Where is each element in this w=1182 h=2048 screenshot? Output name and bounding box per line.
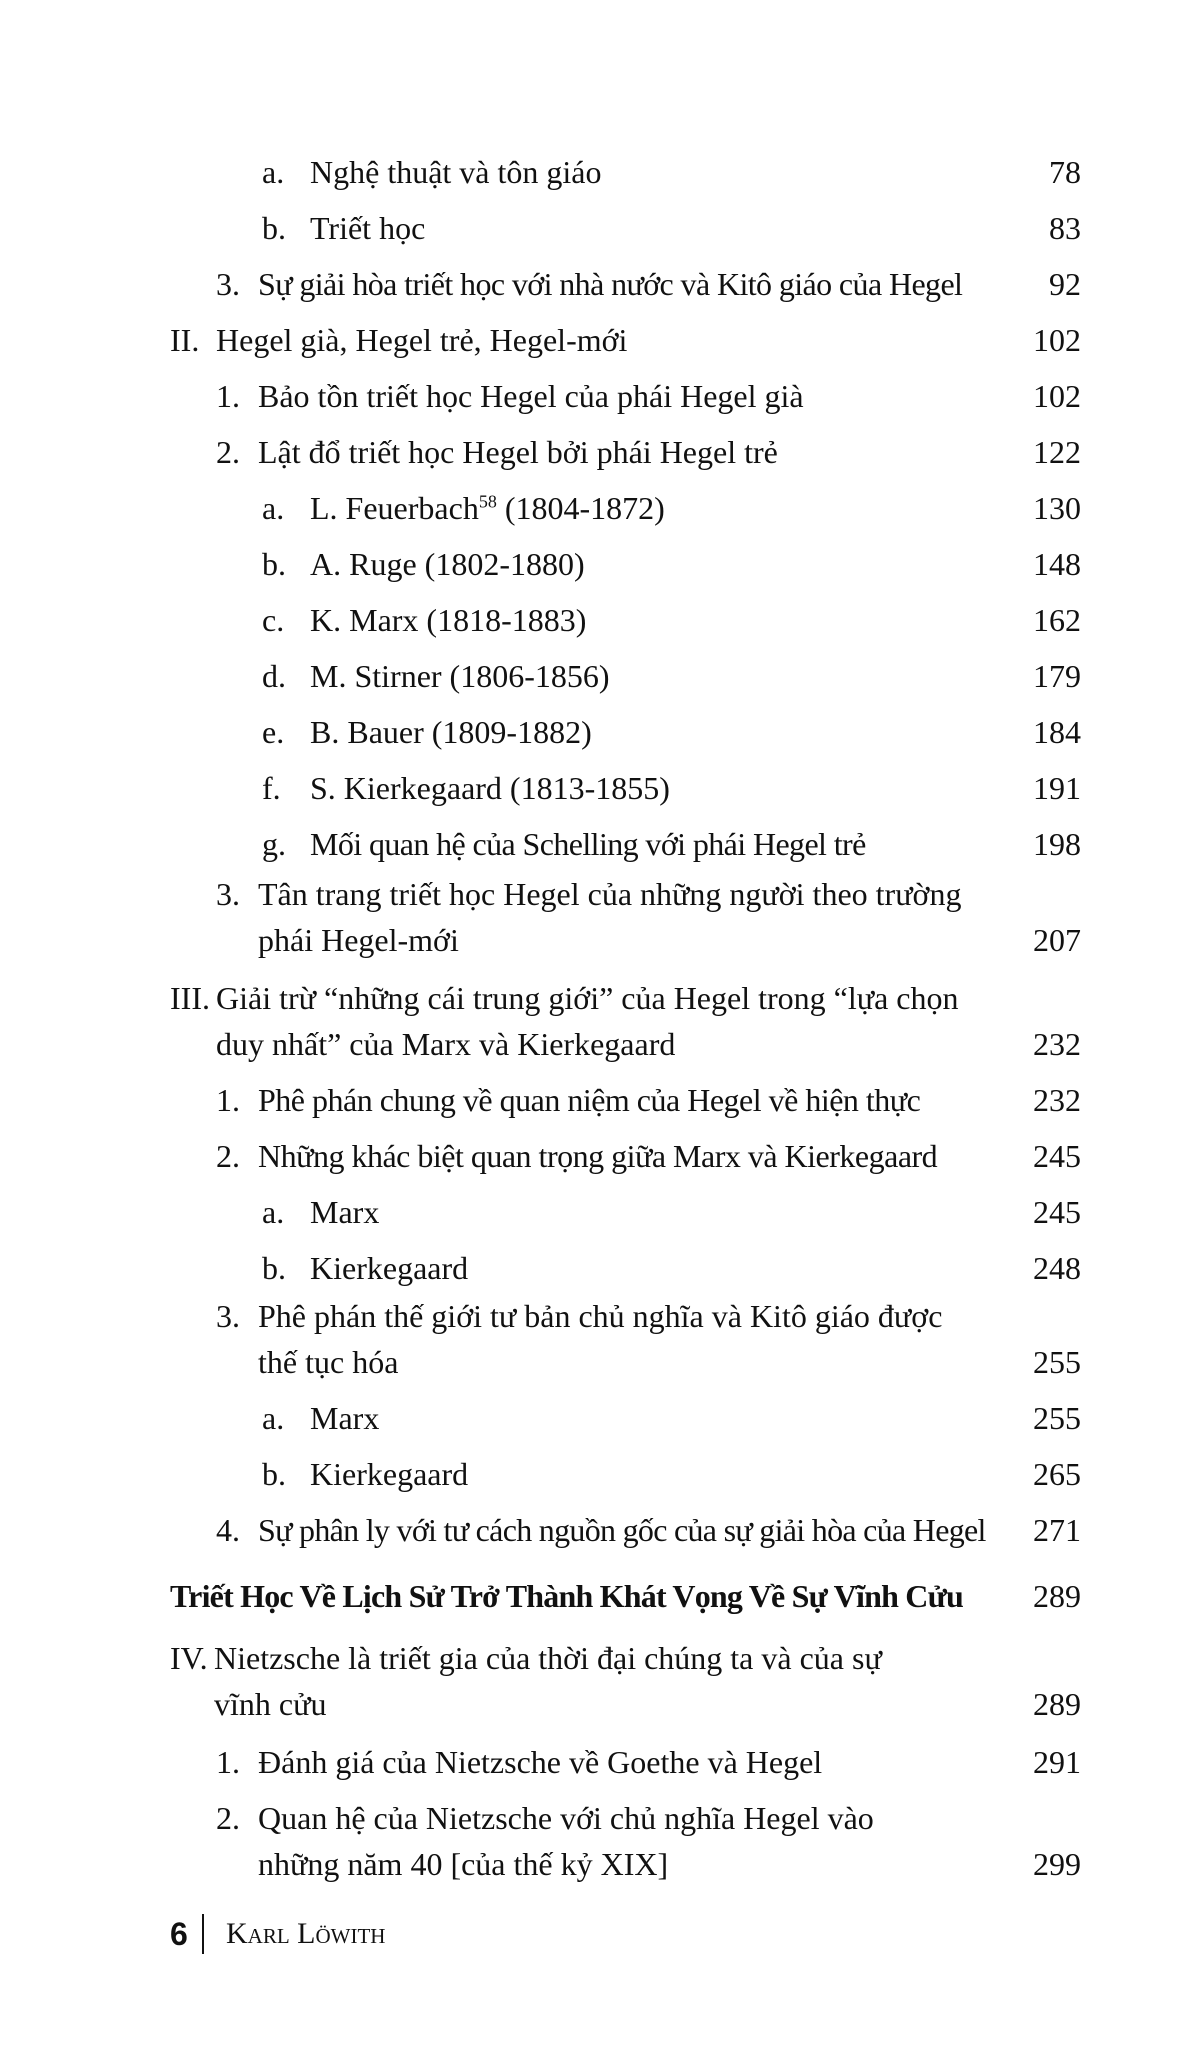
entry-title: Triết học bbox=[310, 210, 426, 246]
entry-page: 232 bbox=[1033, 1026, 1081, 1062]
entry-title: K. Marx (1818-1883) bbox=[310, 602, 587, 638]
entry-title: Marx bbox=[310, 1400, 380, 1436]
entry-title: Kierkegaard bbox=[310, 1456, 469, 1492]
entry-number: a. bbox=[262, 154, 285, 190]
footnote-marker: 58 bbox=[478, 491, 497, 512]
entry-title: Nghệ thuật và tôn giáo bbox=[310, 154, 602, 190]
entry-number: 4. bbox=[216, 1512, 240, 1548]
page-number: 6 bbox=[170, 1916, 188, 1952]
page-footer bbox=[170, 1912, 385, 1956]
entry-page: 207 bbox=[1033, 922, 1081, 958]
entry-page: 289 bbox=[1033, 1686, 1081, 1722]
entry-number: e. bbox=[262, 714, 285, 750]
entry-title: Triết Học Về Lịch Sử Trở Thành Khát Vọng Về Sự Vĩnh Cửu bbox=[170, 1578, 963, 1614]
entry-number: b. bbox=[262, 1456, 286, 1492]
entry-title: Đánh giá của Nietzsche về Goethe và Hegel bbox=[258, 1744, 823, 1780]
entry-number: a. bbox=[262, 1400, 285, 1436]
entry-title: thế tục hóa bbox=[258, 1344, 399, 1380]
entry-number: g. bbox=[262, 826, 286, 862]
entry-title: Mối quan hệ của Schelling với phái Hegel trẻ bbox=[310, 826, 866, 862]
entry-number: b. bbox=[262, 210, 286, 246]
entry-page: 255 bbox=[1033, 1344, 1081, 1380]
entry-number: 2. bbox=[216, 1800, 240, 1836]
entry-title: Sự phân ly với tư cách nguồn gốc của sự giải hòa của Hegel bbox=[258, 1512, 986, 1548]
entry-page: 184 bbox=[1033, 714, 1081, 750]
entry-title: B. Bauer (1809-1882) bbox=[310, 714, 592, 750]
entry-title: Sự giải hòa triết học với nhà nước và Kitô giáo của Hegel bbox=[258, 266, 963, 302]
entry-page: 148 bbox=[1033, 546, 1081, 582]
entry-page: 83 bbox=[1049, 210, 1081, 246]
entry-page: 162 bbox=[1033, 602, 1081, 638]
entry-page: 245 bbox=[1033, 1194, 1081, 1230]
entry-page: 191 bbox=[1033, 770, 1081, 806]
entry-title: Giải trừ “những cái trung giới” của Hegel trong “lựa chọn bbox=[216, 980, 959, 1016]
entry-page: 232 bbox=[1033, 1082, 1081, 1118]
entry-number: 2. bbox=[216, 1138, 240, 1174]
entry-number: c. bbox=[262, 602, 285, 638]
entry-page: 265 bbox=[1033, 1456, 1081, 1492]
entry-title: Lật đổ triết học Hegel bởi phái Hegel trẻ bbox=[258, 434, 778, 470]
entry-title: Bảo tồn triết học Hegel của phái Hegel già bbox=[258, 378, 804, 414]
entry-number: II. bbox=[170, 322, 200, 358]
entry-number: 3. bbox=[216, 1298, 240, 1334]
entry-title: A. Ruge (1802-1880) bbox=[310, 546, 585, 582]
entry-title: Những khác biệt quan trọng giữa Marx và Kierkegaard bbox=[258, 1138, 938, 1174]
entry-title: những năm 40 [của thế kỷ XIX] bbox=[258, 1846, 669, 1882]
entry-number: 2. bbox=[216, 434, 240, 470]
entry-page: 198 bbox=[1033, 826, 1081, 862]
entry-title: S. Kierkegaard (1813-1855) bbox=[310, 770, 670, 806]
footer-divider bbox=[202, 1914, 204, 1954]
entry-page: 102 bbox=[1033, 322, 1081, 358]
entry-number: b. bbox=[262, 1250, 286, 1286]
entry-page: 179 bbox=[1033, 658, 1081, 694]
entry-title: Quan hệ của Nietzsche với chủ nghĩa Hegel vào bbox=[258, 1800, 874, 1836]
entry-title: Phê phán thế giới tư bản chủ nghĩa và Kitô giáo được bbox=[258, 1298, 943, 1334]
entry-title: Hegel già, Hegel trẻ, Hegel-mới bbox=[216, 322, 628, 358]
entry-page: 289 bbox=[1033, 1578, 1081, 1614]
entry-number: a. bbox=[262, 490, 285, 526]
author-name: Karl Löwith bbox=[226, 1917, 386, 1950]
entry-number: 3. bbox=[216, 266, 240, 302]
entry-number: 1. bbox=[216, 1082, 240, 1118]
entry-page: 255 bbox=[1033, 1400, 1081, 1436]
entry-title: vĩnh cửu bbox=[214, 1686, 327, 1722]
entry-number: 1. bbox=[216, 378, 240, 414]
entry-page: 78 bbox=[1049, 154, 1081, 190]
entry-title: phái Hegel-mới bbox=[258, 922, 459, 958]
entry-title: Marx bbox=[310, 1194, 380, 1230]
entry-number: b. bbox=[262, 546, 286, 582]
entry-page: 271 bbox=[1033, 1512, 1081, 1548]
entry-page: 102 bbox=[1033, 378, 1081, 414]
entry-page: 291 bbox=[1033, 1744, 1081, 1780]
entry-page: 299 bbox=[1033, 1846, 1081, 1882]
entry-number: 3. bbox=[216, 876, 240, 912]
entry-number: III. bbox=[170, 980, 210, 1016]
entry-title: Phê phán chung về quan niệm của Hegel về hiện thực bbox=[258, 1082, 921, 1118]
entry-title: Kierkegaard bbox=[310, 1250, 469, 1286]
entry-page: 122 bbox=[1033, 434, 1081, 470]
entry-page: 245 bbox=[1033, 1138, 1081, 1174]
entry-number: a. bbox=[262, 1194, 285, 1230]
entry-title: Nietzsche là triết gia của thời đại chúng ta và của sự bbox=[214, 1640, 882, 1676]
entry-title: duy nhất” của Marx và Kierkegaard bbox=[216, 1026, 676, 1062]
entry-page: 130 bbox=[1033, 490, 1081, 526]
entry-title: Tân trang triết học Hegel của những người theo trường bbox=[258, 876, 962, 912]
entry-number: f. bbox=[262, 770, 281, 806]
entry-title: L. Feuerbach$^{58}$ (1804-1872) bbox=[310, 490, 665, 526]
entry-page: 248 bbox=[1033, 1250, 1081, 1286]
entry-number: 1. bbox=[216, 1744, 240, 1780]
entry-page: 92 bbox=[1049, 266, 1081, 302]
entry-number: IV. bbox=[170, 1640, 208, 1676]
entry-number: d. bbox=[262, 658, 286, 694]
entry-title: M. Stirner (1806-1856) bbox=[310, 658, 610, 694]
